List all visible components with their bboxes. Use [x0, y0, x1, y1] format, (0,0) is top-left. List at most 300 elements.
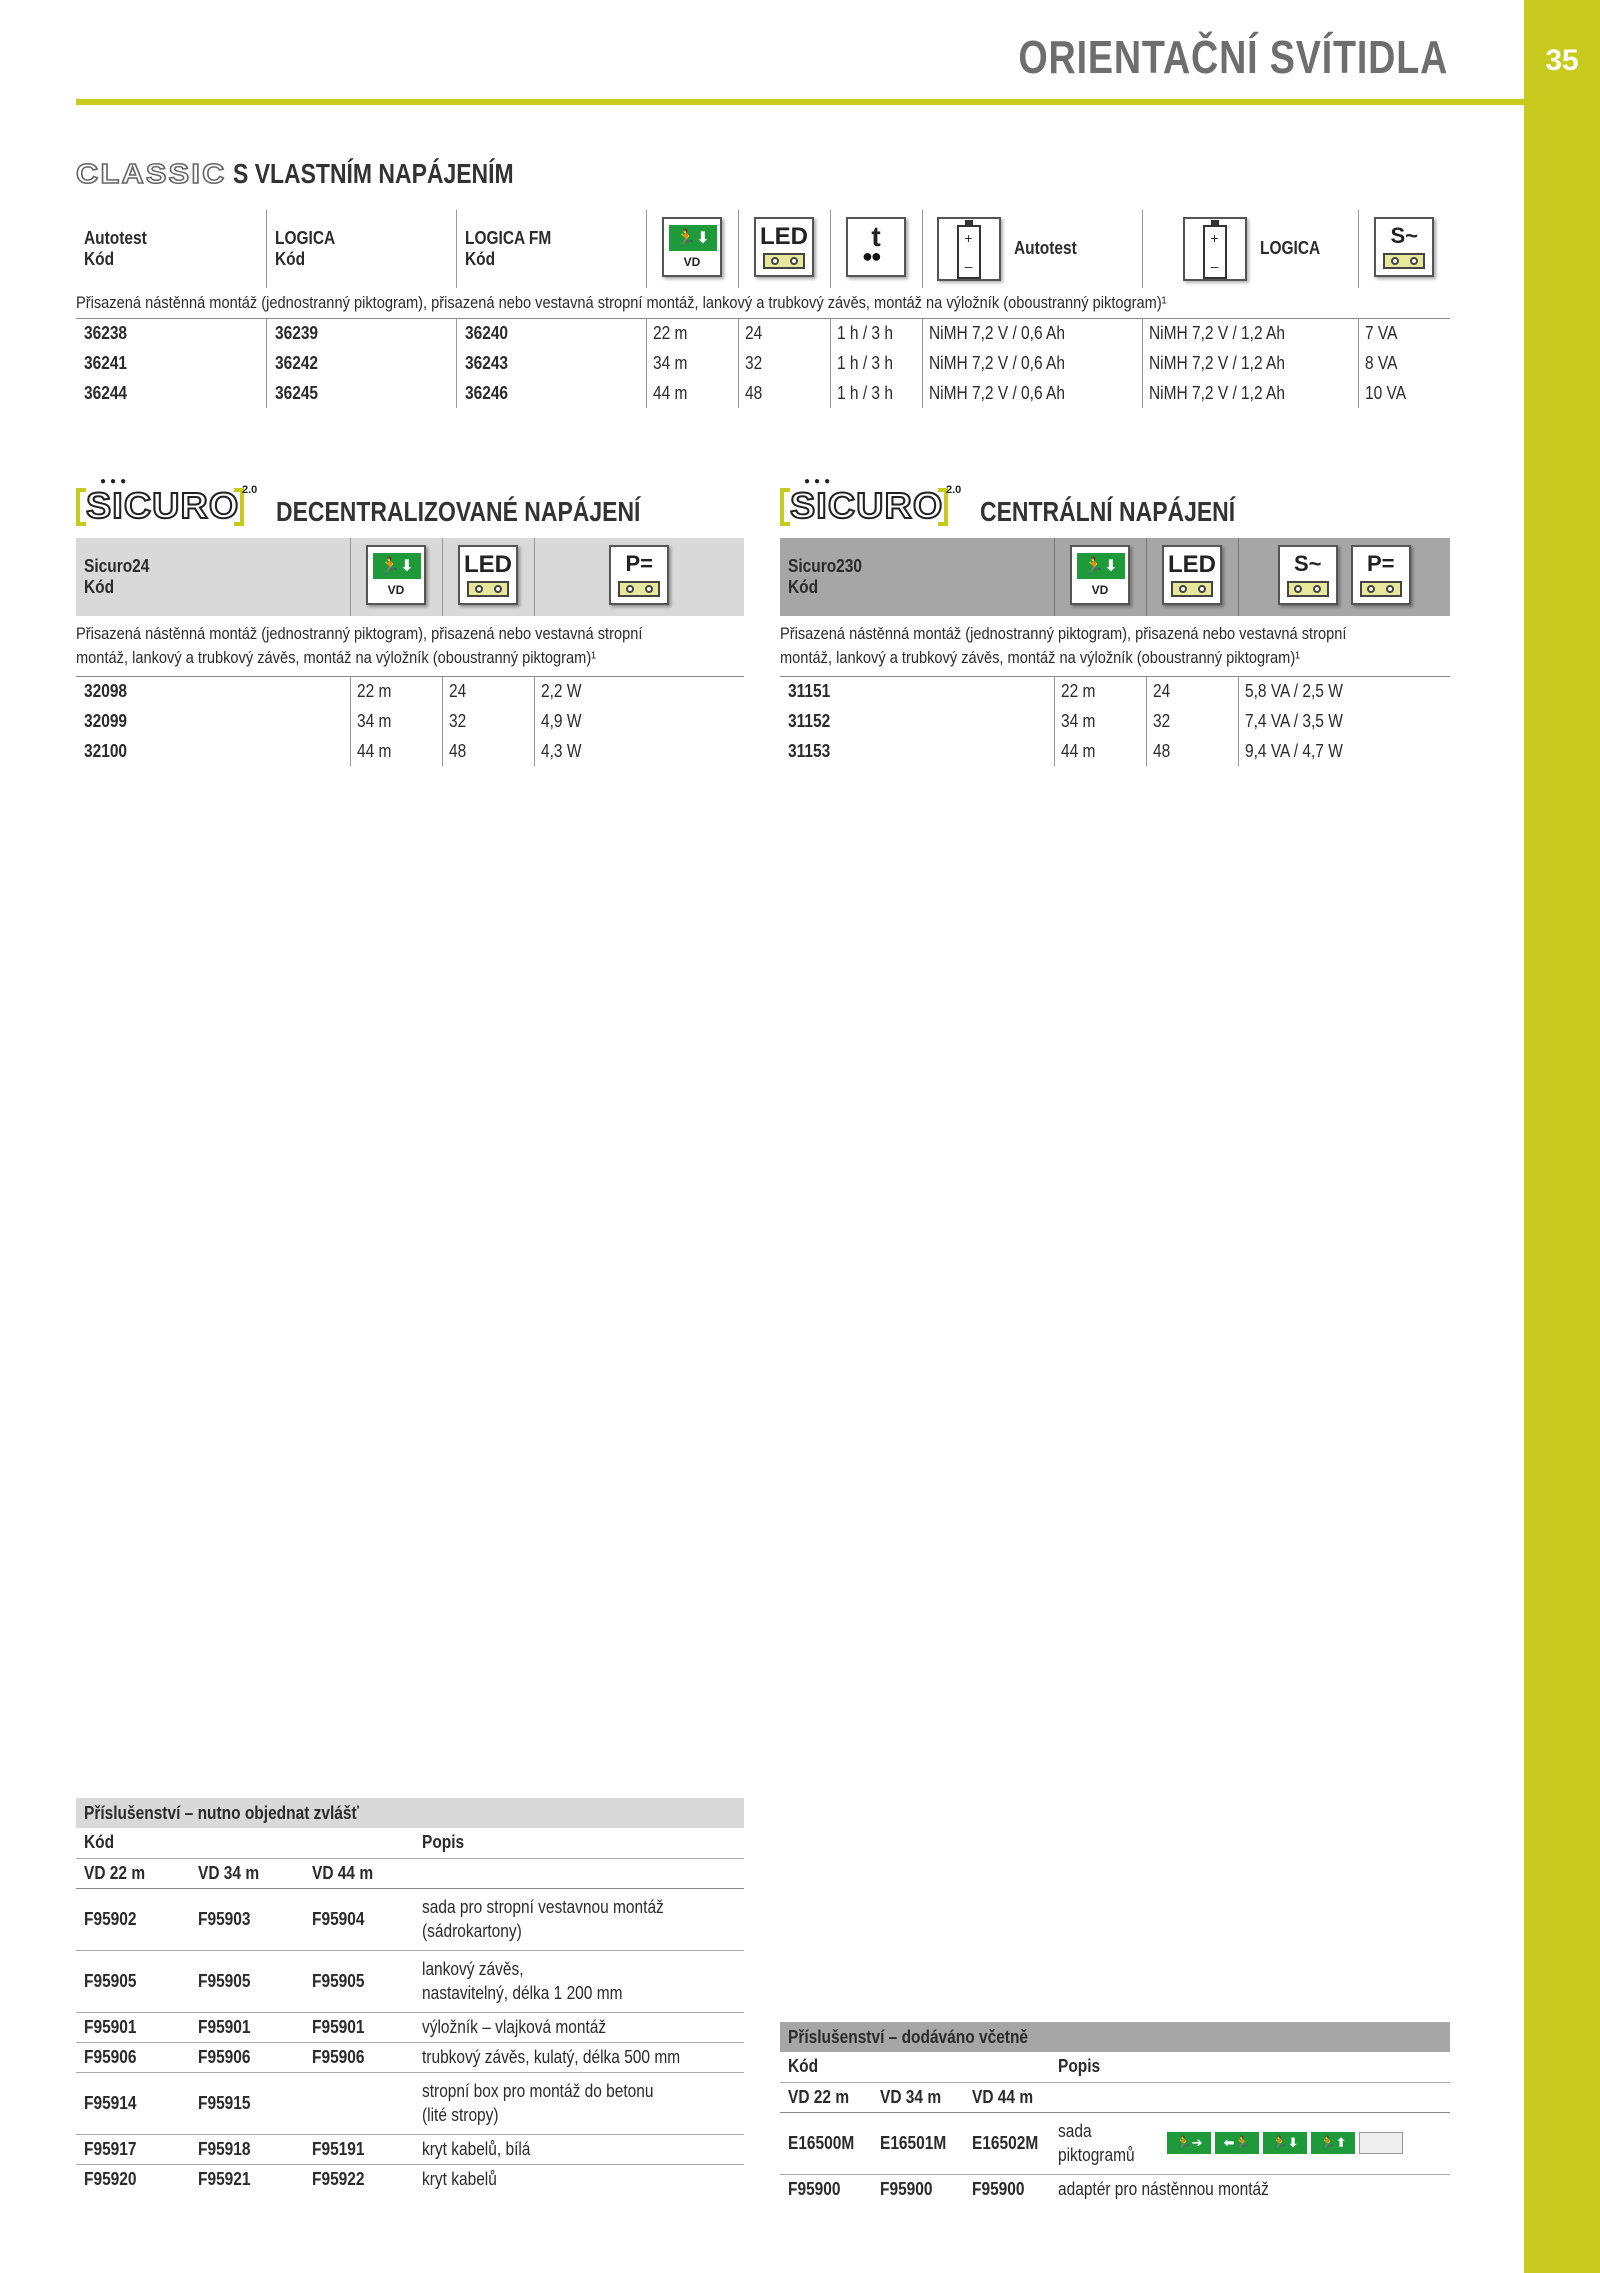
value: 7,4 VA / 3,5 W: [1244, 710, 1343, 731]
value: 1 h / 3 h: [836, 322, 893, 343]
classic-col-battery-autotest: [922, 210, 1142, 288]
value-cell: [830, 378, 922, 408]
description: (lité stropy): [422, 2105, 499, 2125]
led-icon: LED: [458, 545, 518, 605]
classic-col-power: [1358, 210, 1450, 288]
code: F95921: [198, 2168, 251, 2189]
description: (sádrokartony): [422, 1921, 522, 1941]
code: F95922: [312, 2168, 365, 2189]
exit-pictogram: 🏃⬇: [1263, 2132, 1307, 2154]
code-cell: [780, 706, 1054, 736]
exit-pictogram: 🏃⬆: [1311, 2132, 1355, 2154]
desc-wrapper: [1058, 2119, 1450, 2167]
table-row: [780, 706, 1450, 736]
acc-sub-label: VD 22 m: [788, 2086, 850, 2107]
code: 31152: [788, 710, 831, 731]
value-cell: [350, 676, 442, 706]
acc-included-title-cell: [780, 2022, 1450, 2052]
code-cell: [304, 2042, 418, 2072]
table-row: [780, 2112, 1450, 2174]
value-cell: [350, 736, 442, 766]
value: NiMH 7,2 V / 1,2 Ah: [1148, 382, 1285, 403]
table-row: [76, 378, 1450, 408]
desc-cell: [418, 2164, 744, 2194]
value: 9,4 VA / 4,7 W: [1244, 740, 1343, 761]
classic-section-heading: [76, 158, 575, 190]
code-cell: [190, 1888, 304, 1950]
acc-kod-cell: [76, 1828, 418, 1858]
acc-separate-header-row: [76, 1828, 744, 1858]
value-cell: [1054, 706, 1146, 736]
value: 10 VA: [1364, 382, 1406, 403]
value: 2,2 W: [540, 680, 581, 701]
code-cell: [304, 2012, 418, 2042]
code-cell: [456, 348, 646, 378]
value-cell: [830, 348, 922, 378]
col-label: Kód: [788, 577, 819, 597]
value: 5,8 VA / 2,5 W: [1244, 680, 1343, 701]
acc-included-title-row: [780, 2022, 1450, 2052]
value-cell: [1054, 676, 1146, 706]
acc-popis-label: Popis: [422, 1832, 465, 1853]
sicuro-brand-logo: ●●● SICURO 2.0: [780, 484, 960, 528]
sicuro24-header-row: [76, 538, 744, 616]
code: 31151: [788, 680, 831, 701]
code-cell: [304, 2134, 418, 2164]
value: 48: [448, 740, 466, 761]
table-row: [76, 706, 744, 736]
sicuro230-header-row: [780, 538, 1450, 616]
exit-pictogram: ⬅🏃: [1215, 2132, 1259, 2154]
classic-col-duration: [830, 210, 922, 288]
value: 32: [1152, 710, 1170, 731]
code: 36238: [84, 322, 128, 343]
duration-icon: t ●●: [846, 217, 906, 277]
value: 1 h / 3 h: [836, 382, 893, 403]
description: nastavitelný, délka 1 200 mm: [422, 1983, 623, 2003]
description: trubkový závěs, kulatý, délka 500 mm: [422, 2046, 681, 2067]
desc-cell: [418, 2012, 744, 2042]
code: F95903: [198, 1908, 251, 1929]
value-cell: [442, 676, 534, 706]
col-label: Autotest: [84, 228, 147, 248]
table-row: [76, 318, 1450, 348]
code-cell: [76, 2042, 190, 2072]
code-cell: [964, 2174, 1054, 2204]
acc-sub-label: VD 22 m: [84, 1862, 146, 1883]
sicuro24-section-heading: [76, 476, 720, 528]
sicuro230-col-led: [1146, 538, 1238, 616]
acc-kod-label: Kód: [84, 1832, 115, 1853]
desc-cell: [1054, 2112, 1450, 2174]
power-ac-icon: S~: [1278, 545, 1338, 605]
table-row: [76, 676, 744, 706]
code: F95905: [198, 1970, 251, 1991]
code-cell: [304, 2072, 418, 2134]
value: 7 VA: [1364, 322, 1397, 343]
value: 32: [744, 352, 762, 373]
value: 22 m: [652, 322, 687, 343]
value-cell: [1054, 736, 1146, 766]
sicuro230-note-cell: [780, 616, 1450, 676]
desc-cell: [418, 2134, 744, 2164]
value-cell: [1146, 706, 1238, 736]
code-cell: [76, 1950, 190, 2012]
acc-sub-label: VD 34 m: [198, 1862, 260, 1883]
table-row: [76, 2072, 744, 2134]
code-cell: [266, 318, 456, 348]
value-cell: [442, 706, 534, 736]
code: 36243: [464, 352, 508, 373]
code-cell: [76, 2134, 190, 2164]
acc-sub-cell: [872, 2082, 964, 2112]
value-cell: [1142, 348, 1358, 378]
value: 24: [1152, 680, 1170, 701]
classic-col-autotest: [76, 210, 266, 288]
table-row: [780, 736, 1450, 766]
value: 34 m: [1060, 710, 1095, 731]
code: F95191: [312, 2138, 365, 2159]
value-cell: [1142, 318, 1358, 348]
value-cell: [738, 348, 830, 378]
classic-col-vd: [646, 210, 738, 288]
code: 36242: [274, 352, 318, 373]
value: 4,9 W: [540, 710, 581, 731]
code: 32099: [84, 710, 128, 731]
acc-popis-label: Popis: [1058, 2056, 1101, 2077]
sicuro230-note-line: Přisazená nástěnná montáž (jednostranný piktogram), přisazená nebo vestavná stropní: [780, 623, 1347, 643]
code: 32100: [84, 740, 128, 761]
code: F95905: [84, 1970, 137, 1991]
battery-icon: + –: [937, 217, 1001, 281]
sicuro24-note-line: montáž, lankový a trubkový závěs, montáž na výložník (oboustranný piktogram)¹: [76, 647, 597, 667]
battery-logica-label: LOGICA: [1259, 237, 1320, 258]
code-cell: [76, 736, 350, 766]
code: F95906: [312, 2046, 365, 2067]
acc-included-header-row: [780, 2052, 1450, 2082]
code-cell: [964, 2112, 1054, 2174]
power-ac-icon: S~: [1374, 217, 1434, 277]
code-cell: [266, 348, 456, 378]
table-row: [76, 2134, 744, 2164]
sicuro230-section-heading: [780, 476, 1291, 528]
acc-separate-title-cell: [76, 1798, 744, 1828]
acc-sub-label: VD 34 m: [880, 2086, 942, 2107]
value: NiMH 7,2 V / 0,6 Ah: [928, 352, 1065, 373]
code-cell: [190, 2072, 304, 2134]
code-cell: [456, 318, 646, 348]
value: 32: [448, 710, 466, 731]
value: 24: [744, 322, 762, 343]
table-row: [76, 2164, 744, 2194]
led-icon: LED: [754, 217, 814, 277]
acc-sub-cell: [780, 2082, 872, 2112]
code: 36240: [464, 322, 508, 343]
code-cell: [872, 2112, 964, 2174]
code-cell: [266, 378, 456, 408]
classic-col-battery-logica: [1142, 210, 1358, 288]
sicuro24-table: [76, 538, 744, 766]
value: 34 m: [356, 710, 391, 731]
code: F95918: [198, 2138, 251, 2159]
code-cell: [304, 1888, 418, 1950]
sicuro24-note-row: [76, 616, 744, 676]
page-number: 35: [1545, 44, 1579, 77]
classic-note-cell: [76, 288, 1450, 318]
value-cell: [830, 318, 922, 348]
value-cell: [1146, 736, 1238, 766]
code: 36244: [84, 382, 128, 403]
value: 44 m: [356, 740, 391, 761]
title-underline: [76, 99, 1524, 105]
acc-sub-cell: [304, 1858, 418, 1888]
code: F95915: [198, 2092, 251, 2113]
desc-cell: [418, 1950, 744, 2012]
classic-brand-logo: CLASSIC: [76, 158, 227, 189]
code: F95914: [84, 2092, 137, 2113]
code-cell: [780, 2112, 872, 2174]
sicuro24-col-vd: [350, 538, 442, 616]
power-dc-icon: P=: [1351, 545, 1411, 605]
col-label: Kód: [274, 249, 305, 269]
sicuro230-note-line: montáž, lankový a trubkový závěs, montáž na výložník (oboustranný piktogram)¹: [780, 647, 1301, 667]
code: F95901: [312, 2016, 365, 2037]
code-cell: [76, 2072, 190, 2134]
acc-included-title: Příslušenství – dodáváno včetně: [788, 2026, 1029, 2047]
value: 24: [448, 680, 466, 701]
code-cell: [76, 348, 266, 378]
accessories-separate-table: [76, 1798, 744, 2194]
code: F95920: [84, 2168, 137, 2189]
acc-sub-cell: [76, 1858, 190, 1888]
value: 22 m: [1060, 680, 1095, 701]
code: E16500M: [788, 2132, 855, 2153]
value-cell: [922, 348, 1142, 378]
sicuro24-section-title: DECENTRALIZOVANÉ NAPÁJENÍ: [276, 496, 641, 527]
acc-sub-cell: [964, 2082, 1054, 2112]
code-cell: [76, 2012, 190, 2042]
value-cell: [442, 736, 534, 766]
description: kryt kabelů, bílá: [422, 2138, 531, 2159]
description: lankový závěs,: [422, 1959, 524, 1979]
pictogram-set-icon: [1167, 2132, 1403, 2154]
table-row: [780, 676, 1450, 706]
code: F95917: [84, 2138, 137, 2159]
value: 4,3 W: [540, 740, 581, 761]
sicuro230-table: [780, 538, 1450, 766]
value: 48: [1152, 740, 1170, 761]
classic-header-row: [76, 210, 1450, 288]
table-row: [76, 1950, 744, 2012]
sicuro24-col-led: [442, 538, 534, 616]
page-title: ORIENTAČNÍ SVÍTIDLA: [1018, 31, 1448, 83]
desc-cell: [418, 2072, 744, 2134]
battery-icon: + –: [1183, 217, 1247, 281]
exit-pictogram: 🏃➔: [1167, 2132, 1211, 2154]
table-row: [76, 2012, 744, 2042]
code-cell: [190, 1950, 304, 2012]
desc-cell: [418, 2042, 744, 2072]
classic-note: Přisazená nástěnná montáž (jednostranný piktogram), přisazená nebo vestavná stropní montáž, lankový a trubkový závěs, montáž na výložník (oboustranný piktogram)¹: [76, 292, 1167, 312]
code: E16501M: [880, 2132, 947, 2153]
code-cell: [190, 2042, 304, 2072]
acc-kod-cell: [780, 2052, 1054, 2082]
table-row: [76, 1888, 744, 1950]
code: F95904: [312, 1908, 365, 1929]
classic-col-logica-fm: [456, 210, 646, 288]
code: 31153: [788, 740, 831, 761]
table-row: [780, 2174, 1450, 2204]
code-cell: [780, 736, 1054, 766]
value-cell: [646, 378, 738, 408]
acc-separate-title: Příslušenství – nutno objednat zvlášť: [84, 1802, 359, 1823]
acc-separate-title-row: [76, 1798, 744, 1828]
acc-kod-label: Kód: [788, 2056, 819, 2077]
value-cell: [534, 736, 744, 766]
acc-sub-cell: [418, 1858, 744, 1888]
acc-separate-sub-row: [76, 1858, 744, 1888]
value: 34 m: [652, 352, 687, 373]
accessories-included-table: [780, 2022, 1450, 2204]
value: 8 VA: [1364, 352, 1397, 373]
value-cell: [1358, 348, 1450, 378]
value-cell: [646, 318, 738, 348]
code-cell: [872, 2174, 964, 2204]
sicuro230-note-row: [780, 616, 1450, 676]
code: F95902: [84, 1908, 137, 1929]
code-cell: [304, 1950, 418, 2012]
exit-distance-icon: 🏃⬇ VD: [366, 545, 426, 605]
value: 44 m: [652, 382, 687, 403]
code-cell: [456, 378, 646, 408]
value: NiMH 7,2 V / 1,2 Ah: [1148, 322, 1285, 343]
sicuro24-col-code: [76, 538, 350, 616]
code-cell: [76, 676, 350, 706]
code: E16502M: [972, 2132, 1039, 2153]
sicuro-brand-logo: ●●● SICURO 2.0: [76, 484, 256, 528]
value: NiMH 7,2 V / 0,6 Ah: [928, 382, 1065, 403]
code-cell: [190, 2012, 304, 2042]
col-label: Kód: [84, 577, 115, 597]
value-cell: [1238, 736, 1450, 766]
sicuro230-col-power: [1238, 538, 1450, 616]
acc-sub-cell: [1054, 2082, 1450, 2112]
power-dc-icon: P=: [609, 545, 669, 605]
desc-cell: [1054, 2174, 1450, 2204]
code: 36245: [274, 382, 318, 403]
value: 1 h / 3 h: [836, 352, 893, 373]
value-cell: [922, 318, 1142, 348]
classic-note-row: [76, 288, 1450, 318]
sicuro24-col-power: [534, 538, 744, 616]
code: 36246: [464, 382, 508, 403]
value-cell: [646, 348, 738, 378]
value: 48: [744, 382, 762, 403]
col-label: Sicuro24: [84, 556, 150, 576]
code: F95901: [84, 2016, 137, 2037]
value: 22 m: [356, 680, 391, 701]
blank-pictogram: [1359, 2132, 1403, 2154]
code-cell: [76, 2164, 190, 2194]
col-label: LOGICA FM: [464, 228, 551, 248]
sicuro230-section-title: CENTRÁLNÍ NAPÁJENÍ: [980, 496, 1236, 527]
code-cell: [76, 378, 266, 408]
classic-table: [76, 210, 1450, 408]
col-label: Sicuro230: [788, 556, 863, 576]
exit-distance-icon: 🏃⬇ VD: [1070, 545, 1130, 605]
description: piktogramů: [1058, 2145, 1135, 2165]
description: výložník – vlajková montáž: [422, 2016, 607, 2037]
value-cell: [534, 676, 744, 706]
table-row: [76, 736, 744, 766]
value-cell: [1238, 676, 1450, 706]
desc-text: [1058, 2119, 1147, 2167]
value-cell: [922, 378, 1142, 408]
description: sada: [1058, 2121, 1092, 2141]
desc-cell: [418, 1888, 744, 1950]
code-cell: [76, 706, 350, 736]
acc-popis-cell: [1054, 2052, 1450, 2082]
acc-popis-cell: [418, 1828, 744, 1858]
code: F95900: [880, 2178, 933, 2199]
code: 36241: [84, 352, 128, 373]
value-cell: [1358, 378, 1450, 408]
code-cell: [190, 2164, 304, 2194]
description: sada pro stropní vestavnou montáž: [422, 1897, 664, 1917]
code-cell: [780, 676, 1054, 706]
sicuro230-col-vd: [1054, 538, 1146, 616]
value-cell: [738, 378, 830, 408]
code-cell: [76, 318, 266, 348]
description: kryt kabelů: [422, 2168, 497, 2189]
value-cell: [1358, 318, 1450, 348]
exit-distance-icon: 🏃⬇ VD: [662, 217, 722, 277]
code: 32098: [84, 680, 128, 701]
description: stropní box pro montáž do betonu: [422, 2081, 654, 2101]
value-cell: [350, 706, 442, 736]
sicuro24-note-cell: [76, 616, 744, 676]
value-cell: [534, 706, 744, 736]
value-cell: [1146, 676, 1238, 706]
col-label: LOGICA: [274, 228, 335, 248]
classic-col-led: [738, 210, 830, 288]
table-row: [76, 348, 1450, 378]
code-cell: [190, 2134, 304, 2164]
code: F95900: [788, 2178, 841, 2199]
code: F95906: [84, 2046, 137, 2067]
description: adaptér pro nástěnnou montáž: [1058, 2178, 1269, 2199]
side-accent-bar: [1524, 0, 1600, 2273]
classic-col-logica: [266, 210, 456, 288]
classic-section-title: S VLASTNÍM NAPÁJENÍM: [232, 158, 514, 189]
value: 44 m: [1060, 740, 1095, 761]
code: F95900: [972, 2178, 1025, 2199]
code-cell: [76, 1888, 190, 1950]
value-cell: [1142, 378, 1358, 408]
value: NiMH 7,2 V / 0,6 Ah: [928, 322, 1065, 343]
acc-sub-label: VD 44 m: [312, 1862, 374, 1883]
col-label: Kód: [464, 249, 495, 269]
acc-sub-label: VD 44 m: [972, 2086, 1034, 2107]
value-cell: [1238, 706, 1450, 736]
value: NiMH 7,2 V / 1,2 Ah: [1148, 352, 1285, 373]
code: F95905: [312, 1970, 365, 1991]
code: 36239: [274, 322, 318, 343]
code: F95906: [198, 2046, 251, 2067]
acc-included-sub-row: [780, 2082, 1450, 2112]
code: F95901: [198, 2016, 251, 2037]
col-label: Kód: [84, 249, 115, 269]
